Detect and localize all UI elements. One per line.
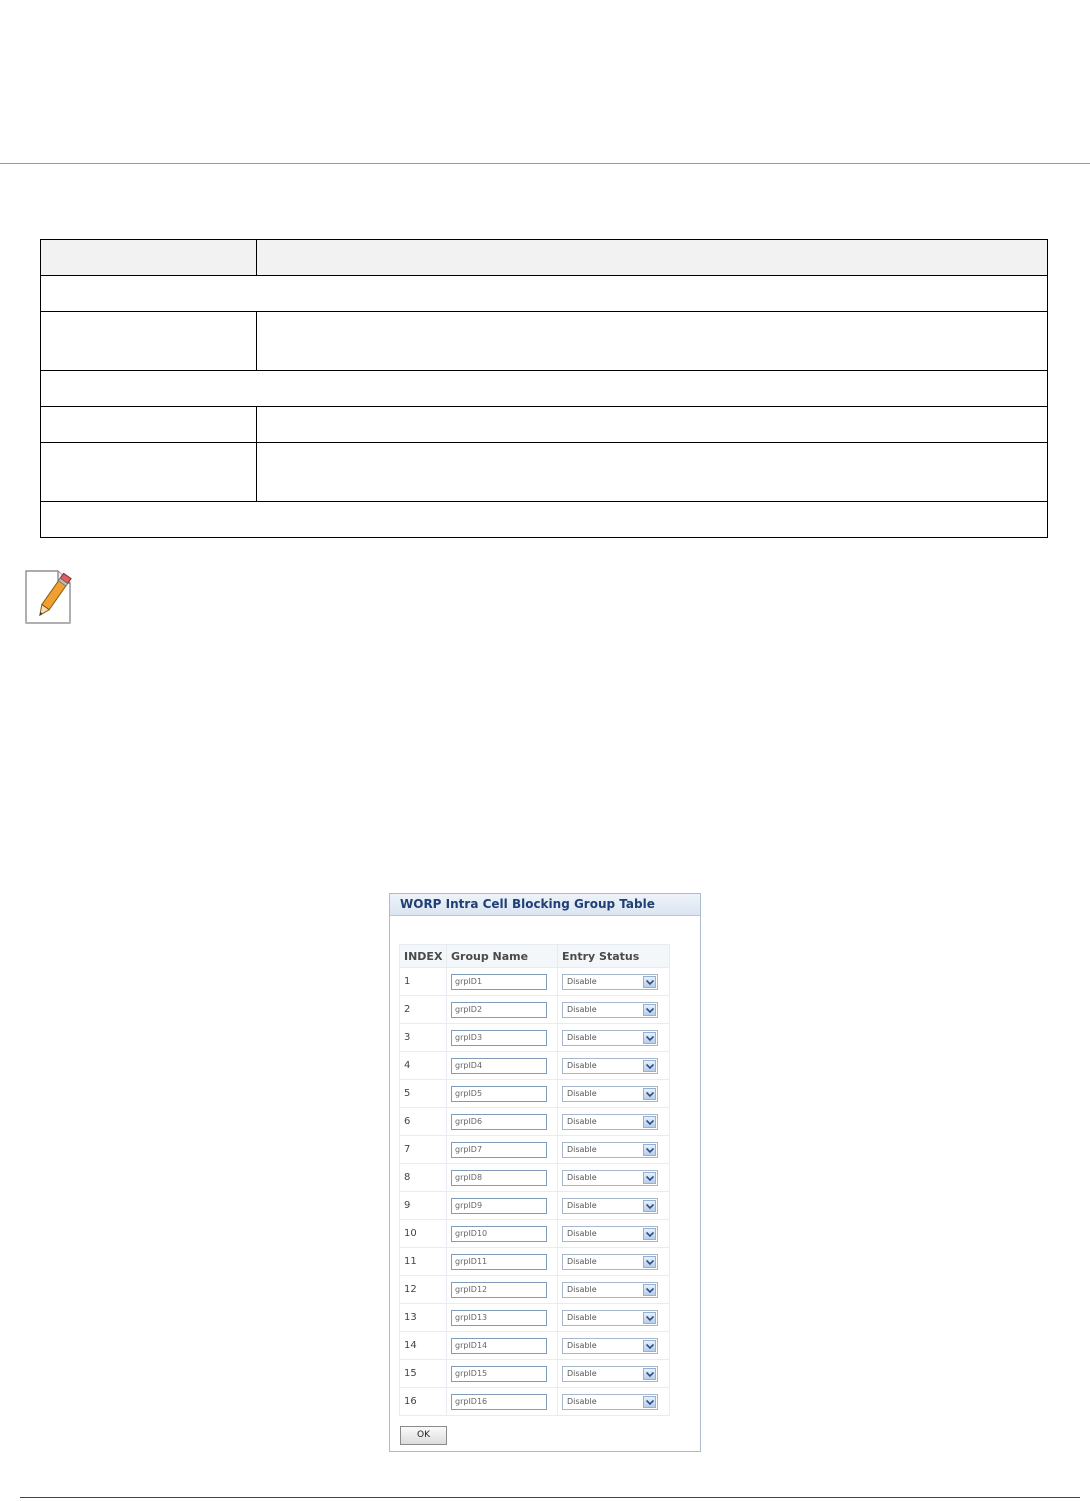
group-name-input[interactable]: grpID9 xyxy=(451,1198,547,1214)
entry-status-value: Disable xyxy=(567,1228,597,1238)
entry-status-select[interactable] xyxy=(562,1114,658,1130)
parameter-table-section-row xyxy=(41,276,1048,312)
intra-cell-blocking-group-panel xyxy=(389,893,701,1452)
chevron-down-icon[interactable] xyxy=(643,1284,656,1296)
entry-status-cell xyxy=(558,1136,670,1164)
table-row xyxy=(400,1108,670,1136)
parameter-table-cell xyxy=(257,443,1048,502)
entry-status-select[interactable] xyxy=(562,1226,658,1242)
group-name-input[interactable]: grpID10 xyxy=(451,1226,547,1242)
entry-status-cell xyxy=(558,1304,670,1332)
entry-status-value: Disable xyxy=(567,1144,597,1154)
table-row xyxy=(400,1164,670,1192)
chevron-down-icon[interactable] xyxy=(643,976,656,988)
table-row xyxy=(400,1360,670,1388)
entry-status-value: Disable xyxy=(567,1200,597,1210)
header-divider xyxy=(0,163,1090,164)
row-index: 6 xyxy=(400,1108,447,1136)
entry-status-value: Disable xyxy=(567,1172,597,1182)
group-name-cell xyxy=(447,968,558,996)
row-index: 1 xyxy=(400,968,447,996)
entry-status-select[interactable] xyxy=(562,1310,658,1326)
panel-title: WORP Intra Cell Blocking Group Table xyxy=(390,894,700,916)
chevron-down-icon[interactable] xyxy=(643,1144,656,1156)
entry-status-cell xyxy=(558,1220,670,1248)
row-index: 14 xyxy=(400,1332,447,1360)
group-name-cell xyxy=(447,1332,558,1360)
entry-status-cell xyxy=(558,968,670,996)
table-row xyxy=(400,1080,670,1108)
entry-status-value: Disable xyxy=(567,1368,597,1378)
group-name-input[interactable]: grpID14 xyxy=(451,1338,547,1354)
group-name-cell xyxy=(447,1192,558,1220)
entry-status-value: Disable xyxy=(567,1088,597,1098)
entry-status-select[interactable] xyxy=(562,1366,658,1382)
entry-status-select[interactable] xyxy=(562,1058,658,1074)
parameter-table-header-row xyxy=(41,240,1048,276)
group-name-cell xyxy=(447,1276,558,1304)
table-row xyxy=(400,1388,670,1416)
group-name-cell xyxy=(447,1248,558,1276)
entry-status-select[interactable] xyxy=(562,974,658,990)
group-name-input[interactable]: grpID12 xyxy=(451,1282,547,1298)
group-name-cell xyxy=(447,1360,558,1388)
entry-status-select[interactable] xyxy=(562,1254,658,1270)
entry-status-cell xyxy=(558,1276,670,1304)
row-index: 2 xyxy=(400,996,447,1024)
group-name-input[interactable]: grpID13 xyxy=(451,1310,547,1326)
table-row xyxy=(400,1136,670,1164)
parameter-table-header-cell xyxy=(257,240,1048,276)
table-row xyxy=(400,1304,670,1332)
entry-status-value: Disable xyxy=(567,1004,597,1014)
entry-status-value: Disable xyxy=(567,1116,597,1126)
entry-status-cell xyxy=(558,1192,670,1220)
table-row xyxy=(400,1052,670,1080)
chevron-down-icon[interactable] xyxy=(643,1116,656,1128)
entry-status-value: Disable xyxy=(567,1032,597,1042)
group-name-input[interactable]: grpID4 xyxy=(451,1058,547,1074)
row-index: 12 xyxy=(400,1276,447,1304)
group-name-cell xyxy=(447,1108,558,1136)
parameter-table-row xyxy=(41,443,1048,502)
entry-status-cell xyxy=(558,1052,670,1080)
group-name-input[interactable]: grpID3 xyxy=(451,1030,547,1046)
row-index: 13 xyxy=(400,1304,447,1332)
row-index: 4 xyxy=(400,1052,447,1080)
chevron-down-icon[interactable] xyxy=(643,1396,656,1408)
entry-status-cell xyxy=(558,1388,670,1416)
group-name-input[interactable]: grpID15 xyxy=(451,1366,547,1382)
index-column-header: INDEX xyxy=(400,945,447,968)
entry-status-value: Disable xyxy=(567,1312,597,1322)
group-name-input[interactable]: grpID11 xyxy=(451,1254,547,1270)
parameter-table-section-row xyxy=(41,371,1048,407)
chevron-down-icon[interactable] xyxy=(643,1060,656,1072)
entry-status-select[interactable] xyxy=(562,1338,658,1354)
parameter-table-cell xyxy=(257,312,1048,371)
row-index: 16 xyxy=(400,1388,447,1416)
parameter-table-section-row xyxy=(41,502,1048,538)
entry-status-cell xyxy=(558,1108,670,1136)
entry-status-select[interactable] xyxy=(562,1142,658,1158)
group-name-input[interactable]: grpID7 xyxy=(451,1142,547,1158)
ok-button[interactable]: OK xyxy=(400,1426,447,1445)
group-name-input[interactable]: grpID8 xyxy=(451,1170,547,1186)
chevron-down-icon[interactable] xyxy=(643,1340,656,1352)
chevron-down-icon[interactable] xyxy=(643,1256,656,1268)
row-index: 9 xyxy=(400,1192,447,1220)
group-name-cell xyxy=(447,996,558,1024)
parameter-table-row xyxy=(41,312,1048,371)
entry-status-value: Disable xyxy=(567,976,597,986)
group-name-input[interactable]: grpID6 xyxy=(451,1114,547,1130)
entry-status-column-header: Entry Status xyxy=(558,945,670,968)
group-name-cell xyxy=(447,1136,558,1164)
entry-status-value: Disable xyxy=(567,1340,597,1350)
group-name-cell xyxy=(447,1080,558,1108)
entry-status-cell xyxy=(558,1164,670,1192)
parameter-table-section-cell xyxy=(41,276,1048,312)
parameter-table-header-cell xyxy=(41,240,257,276)
table-row xyxy=(400,1276,670,1304)
group-name-input[interactable]: grpID5 xyxy=(451,1086,547,1102)
entry-status-cell xyxy=(558,996,670,1024)
group-name-column-header: Group Name xyxy=(447,945,558,968)
chevron-down-icon[interactable] xyxy=(643,1004,656,1016)
parameter-table-cell xyxy=(257,407,1048,443)
group-name-input[interactable]: grpID16 xyxy=(451,1394,547,1410)
footer-divider xyxy=(20,1497,1080,1498)
parameter-table xyxy=(40,239,1048,538)
table-row xyxy=(400,1192,670,1220)
entry-status-select[interactable] xyxy=(562,1002,658,1018)
entry-status-value: Disable xyxy=(567,1060,597,1070)
entry-status-value: Disable xyxy=(567,1284,597,1294)
parameter-table-section-cell xyxy=(41,502,1048,538)
parameter-table-cell xyxy=(41,407,257,443)
group-table xyxy=(399,944,670,1416)
chevron-down-icon[interactable] xyxy=(643,1032,656,1044)
group-name-cell xyxy=(447,1304,558,1332)
entry-status-select[interactable] xyxy=(562,1170,658,1186)
table-row xyxy=(400,1248,670,1276)
parameter-table-cell xyxy=(41,312,257,371)
chevron-down-icon[interactable] xyxy=(643,1312,656,1324)
group-name-cell xyxy=(447,1388,558,1416)
entry-status-select[interactable] xyxy=(562,1030,658,1046)
group-name-cell xyxy=(447,1220,558,1248)
entry-status-select[interactable] xyxy=(562,1394,658,1410)
chevron-down-icon[interactable] xyxy=(643,1228,656,1240)
entry-status-select[interactable] xyxy=(562,1282,658,1298)
chevron-down-icon[interactable] xyxy=(643,1088,656,1100)
table-row xyxy=(400,1332,670,1360)
row-index: 3 xyxy=(400,1024,447,1052)
entry-status-value: Disable xyxy=(567,1396,597,1406)
table-row xyxy=(400,1024,670,1052)
table-row xyxy=(400,996,670,1024)
row-index: 8 xyxy=(400,1164,447,1192)
chevron-down-icon[interactable] xyxy=(643,1172,656,1184)
parameter-table-cell xyxy=(41,443,257,502)
chevron-down-icon[interactable] xyxy=(643,1368,656,1380)
parameter-table-section-cell xyxy=(41,371,1048,407)
entry-status-select[interactable] xyxy=(562,1086,658,1102)
note-pencil-icon xyxy=(22,565,80,627)
group-name-cell xyxy=(447,1164,558,1192)
entry-status-value: Disable xyxy=(567,1256,597,1266)
group-name-input[interactable]: grpID1 xyxy=(451,974,547,990)
group-table-header-row xyxy=(400,945,670,968)
group-table-body xyxy=(400,968,670,1416)
row-index: 5 xyxy=(400,1080,447,1108)
entry-status-cell xyxy=(558,1360,670,1388)
row-index: 10 xyxy=(400,1220,447,1248)
entry-status-cell xyxy=(558,1332,670,1360)
group-name-input[interactable]: grpID2 xyxy=(451,1002,547,1018)
group-name-cell xyxy=(447,1024,558,1052)
table-row xyxy=(400,1220,670,1248)
parameter-table-row xyxy=(41,407,1048,443)
entry-status-cell xyxy=(558,1248,670,1276)
row-index: 11 xyxy=(400,1248,447,1276)
row-index: 7 xyxy=(400,1136,447,1164)
row-index: 15 xyxy=(400,1360,447,1388)
group-name-cell xyxy=(447,1052,558,1080)
entry-status-cell xyxy=(558,1024,670,1052)
entry-status-select[interactable] xyxy=(562,1198,658,1214)
table-row xyxy=(400,968,670,996)
entry-status-cell xyxy=(558,1080,670,1108)
chevron-down-icon[interactable] xyxy=(643,1200,656,1212)
